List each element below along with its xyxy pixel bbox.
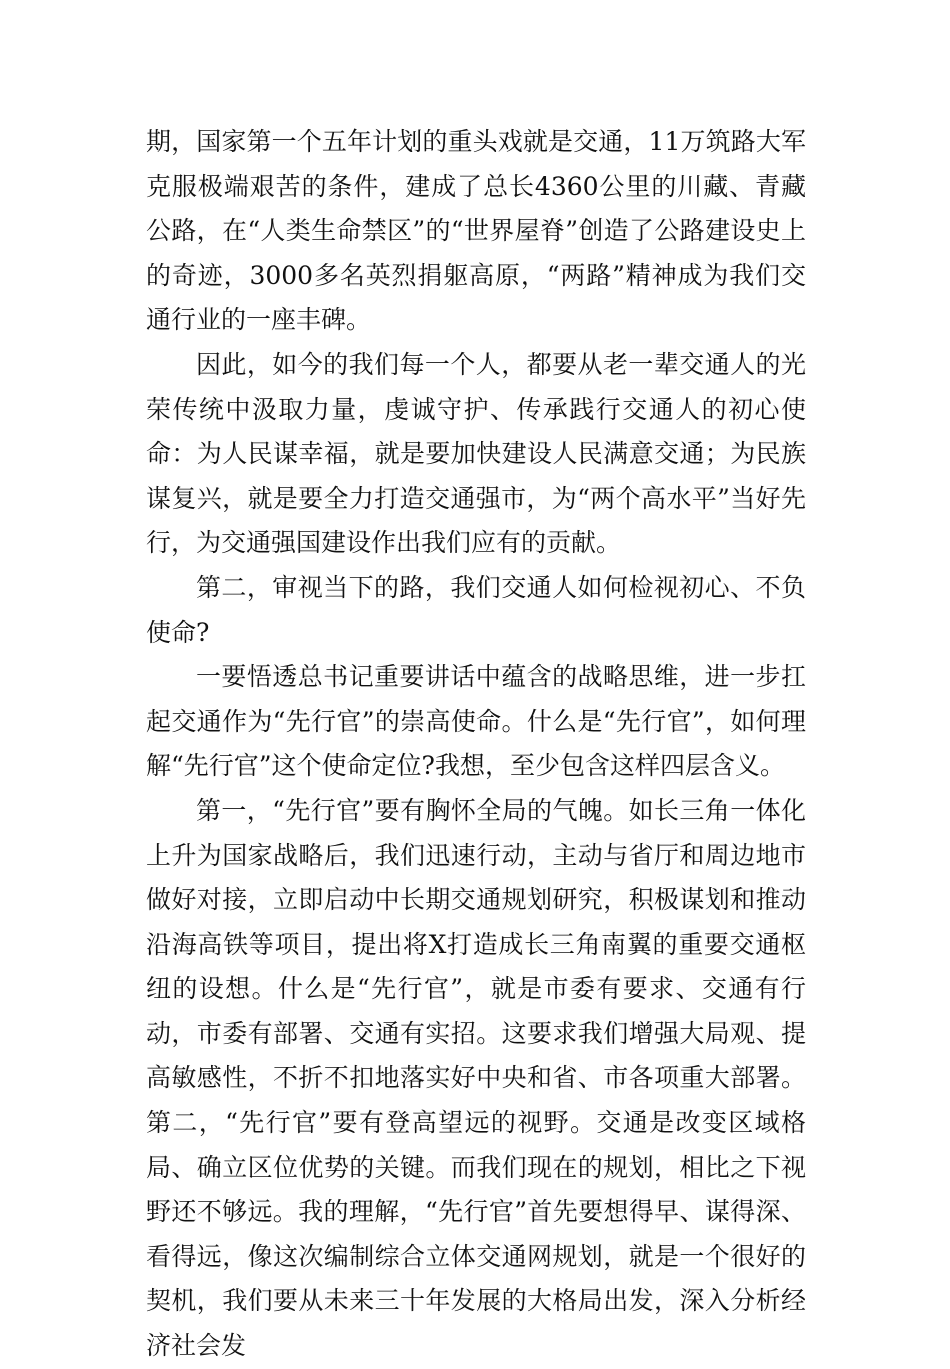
paragraph-continued: 期，国家第一个五年计划的重头戏就是交通，11万筑路大军克服极端艰苦的条件，建成了总长4360公里的川藏、青藏公路，在“人类生命禁区”的“世界屋脊”创造了公路建设史上的奇迹，3000多名英烈捐躯高原，“两路”精神成为我们交通行业的一座丰碑。 bbox=[146, 127, 806, 335]
document-body bbox=[146, 120, 806, 1369]
paragraph: 第一，“先行官”要有胸怀全局的气魄。如长三角一体化上升为国家战略后，我们迅速行动，主动与省厅和周边地市做好对接，立即启动中长期交通规划研究，积极谋划和推动沿海高铁等项目，提出将X打造成长三角南翼的重要交通枢纽的设想。什么是“先行官”，就是市委有要求、交通有行动，市委有部署、交通有实招。这要求我们增强大局观、提高敏感性，不折不扣地落实好中央和省、市各项重大部署。第二，“先行官”要有登高望远的视野。交通是改变区域格局、确立区位优势的关键。而我们现在的规划，相比之下视野还不够远。我的理解，“先行官”首先要想得早、谋得深、看得远，像这次编制综合立体交通网规划，就是一个很好的契机，我们要从未来三十年发展的大格局出发，深入分析经济社会发 bbox=[146, 795, 806, 1361]
paragraph: 因此，如今的我们每一个人，都要从老一辈交通人的光荣传统中汲取力量，虔诚守护、传承践行交通人的初心使命：为人民谋幸福，就是要加快建设人民满意交通；为民族谋复兴，就是要全力打造交通强市，为“两个高水平”当好先行，为交通强国建设作出我们应有的贡献。 bbox=[146, 349, 806, 558]
paragraph: 一要悟透总书记重要讲话中蕴含的战略思维，进一步扛起交通作为“先行官”的崇高使命。什么是“先行官”，如何理解“先行官”这个使命定位?我想，至少包含这样四层含义。 bbox=[146, 662, 806, 781]
paragraph-section-heading: 第二，审视当下的路，我们交通人如何检视初心、不负使命? bbox=[146, 572, 806, 647]
